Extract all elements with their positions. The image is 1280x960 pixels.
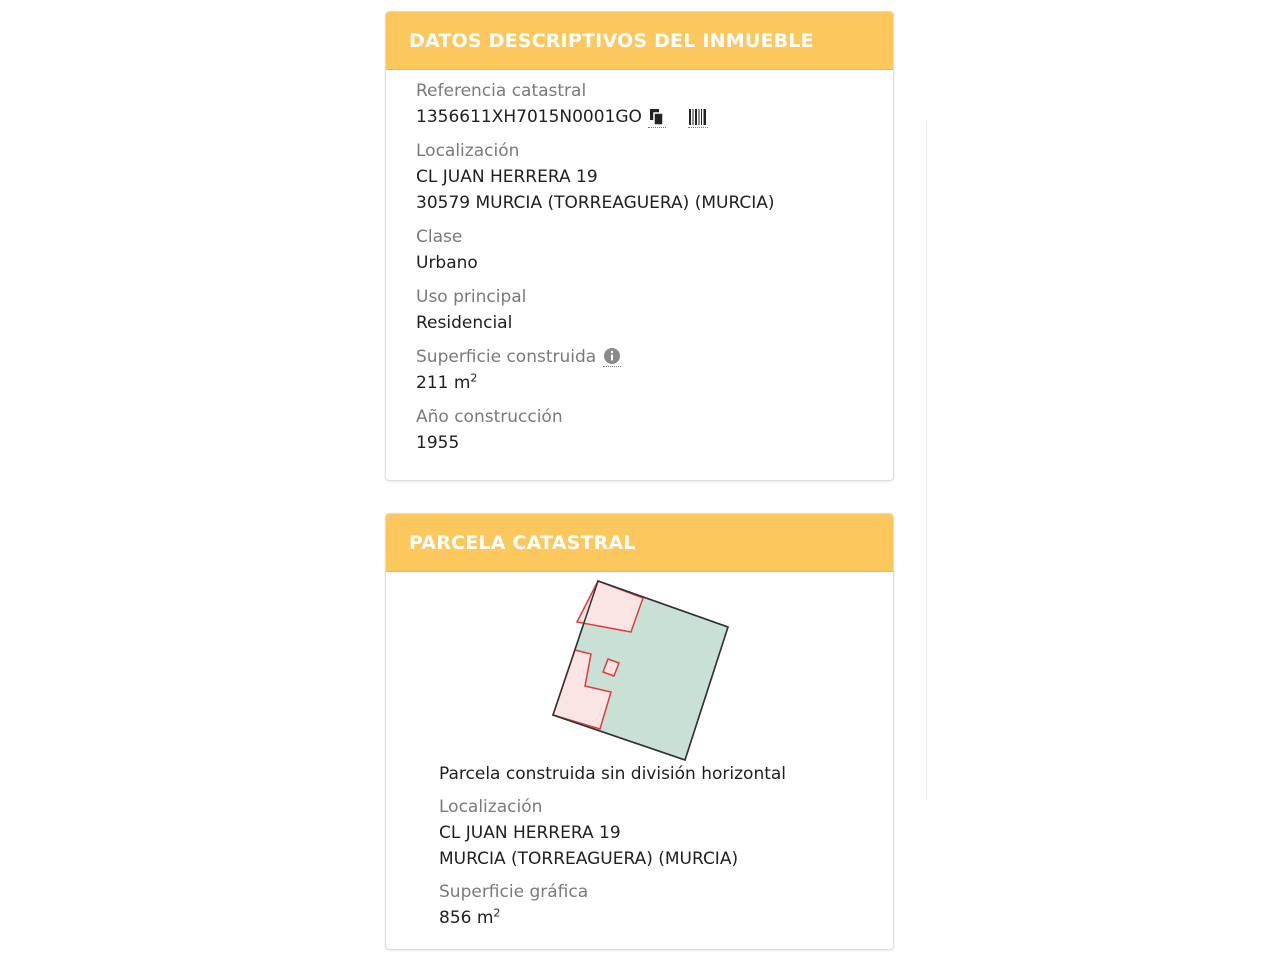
info-icon[interactable] (603, 347, 621, 367)
construction-year-value: 1955 (416, 433, 460, 453)
cadastral-reference-value[interactable]: 1356611XH7015N0001GO (416, 107, 642, 127)
cadastral-reference-row (416, 104, 863, 130)
barcode-icon[interactable] (688, 107, 708, 128)
class-field (416, 224, 863, 276)
construction-year-label: Año construcción (416, 407, 563, 427)
cadastral-parcel-title: PARCELA CATASTRAL (409, 531, 636, 554)
main-use-value: Residencial (416, 313, 513, 333)
descriptive-data-panel (385, 11, 894, 481)
graphic-surface-value (439, 905, 873, 931)
built-surface-value (416, 370, 863, 396)
location-line1: CL JUAN HERRERA 19 (416, 167, 598, 187)
main-use-label: Uso principal (416, 287, 527, 307)
class-value: Urbano (416, 253, 478, 273)
built-surface-label: Superficie construida (416, 347, 597, 367)
parcel-location-field (439, 794, 873, 872)
cadastral-reference-label: Referencia catastral (416, 81, 587, 101)
parcel-location-line2: MURCIA (TORREAGUERA) (MURCIA) (439, 849, 739, 869)
parcel-map[interactable] (536, 574, 736, 764)
graphic-surface-number: 856 m (439, 908, 494, 928)
main-use-field (416, 284, 863, 336)
built-surface-exponent: 2 (470, 371, 478, 385)
column-divider (926, 120, 927, 800)
cadastral-reference-field (416, 78, 863, 130)
parcel-description: Parcela construida sin división horizontal (439, 764, 787, 784)
parcel-description-field (439, 761, 873, 787)
cadastral-parcel-panel (385, 513, 894, 950)
descriptive-data-title: DATOS DESCRIPTIVOS DEL INMUEBLE (409, 29, 814, 52)
parcel-location-line1: CL JUAN HERRERA 19 (439, 823, 621, 843)
construction-year-field (416, 404, 863, 456)
parcel-map-svg (536, 574, 736, 764)
graphic-surface-field (439, 879, 873, 931)
class-label: Clase (416, 227, 463, 247)
cadastral-parcel-header (386, 514, 893, 572)
built-surface-field (416, 344, 863, 396)
built-surface-label-row (416, 344, 863, 370)
graphic-surface-label: Superficie gráfica (439, 882, 589, 902)
parcel-location-label: Localización (439, 797, 543, 817)
location-line2: 30579 MURCIA (TORREAGUERA) (MURCIA) (416, 193, 775, 213)
copy-icon[interactable] (648, 107, 666, 128)
graphic-surface-exponent: 2 (493, 906, 501, 920)
descriptive-data-header (386, 12, 893, 70)
cadastral-parcel-body (439, 761, 873, 938)
building-top (577, 581, 643, 632)
location-field (416, 138, 863, 216)
descriptive-data-body (386, 70, 893, 456)
location-label: Localización (416, 141, 520, 161)
built-surface-number: 211 m (416, 373, 471, 393)
